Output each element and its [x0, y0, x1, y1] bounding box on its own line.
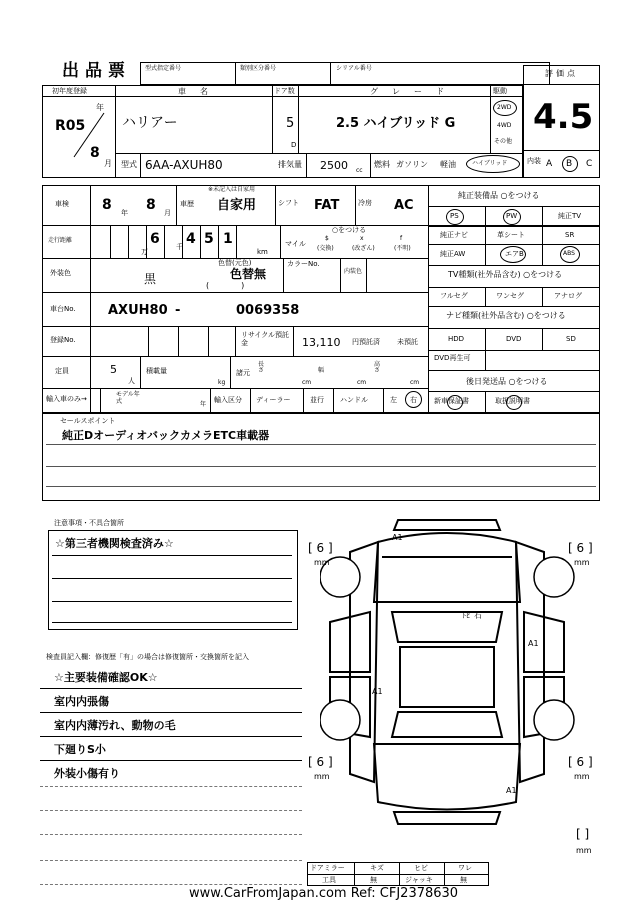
model-year-unit: 年: [200, 401, 207, 408]
doors-label: ドア数: [274, 87, 295, 95]
fuel-gasoline: ガソリン: [396, 160, 428, 169]
circle-note: ○をつける: [332, 226, 367, 234]
interior-b: B: [566, 159, 573, 169]
mark-left-door: A1: [372, 687, 383, 696]
inspection-year: 8: [102, 197, 112, 213]
dvd-player: DVD再生可: [434, 354, 471, 362]
inspection-month: 8: [146, 197, 156, 213]
load-label: 積載量: [146, 367, 167, 375]
inspection-label: 車検: [55, 200, 69, 208]
import-dealer: ディーラー: [256, 396, 291, 404]
grade-value: 2.5 ハイブリッド G: [336, 116, 456, 131]
inspection-month-unit: 月: [164, 209, 171, 217]
warranty-circle: [447, 395, 463, 410]
ac-value: AC: [394, 198, 414, 213]
handle-left: 左: [390, 396, 397, 404]
tire-fl-depth: [ 6 ]: [308, 541, 333, 555]
interior-color-label: 内装色: [344, 268, 363, 275]
legend-scratch: キズ: [370, 864, 384, 872]
tire-fr-depth: [ 6 ]: [568, 541, 593, 555]
inspector-line-1: ☆主要装備確認OK☆: [54, 671, 158, 684]
watermark: www.CarFromJapan.com Ref: CFJ2378630: [189, 886, 459, 901]
model-year-label: モデル年式: [116, 391, 140, 405]
color-no-label: カラーNo.: [287, 260, 320, 268]
first-reg-year-unit: 年: [96, 103, 104, 112]
chassis-prefix: AXUH80: [108, 303, 168, 318]
shift-value: FAT: [314, 198, 340, 213]
fuel-label: 燃料: [374, 160, 390, 169]
reg-no-label: 登録No.: [50, 336, 76, 344]
drive-4wd: 4WD: [497, 122, 512, 129]
capacity-label: 定員: [55, 367, 69, 375]
car-name: ハリアー: [122, 115, 178, 131]
width-unit: cm: [357, 379, 367, 386]
handle-right: 右: [410, 396, 417, 404]
document-title: 出品票: [62, 61, 131, 81]
mileage-man-unit: 万: [141, 248, 148, 256]
interior-a: A: [546, 159, 553, 169]
tire-fl-unit: mm: [314, 558, 330, 567]
fuel-hybrid: ハイブリッド: [472, 160, 508, 167]
first-reg-month: 8: [90, 145, 100, 161]
height-label: 高さ: [374, 361, 381, 374]
fuel-diesel: 軽油: [440, 160, 456, 169]
handle-label: ハンドル: [340, 396, 368, 404]
mileage-swap: (交換): [317, 245, 334, 252]
tire-rl-depth: [ 6 ]: [308, 755, 333, 769]
later-warranty: 新車保証書: [434, 397, 469, 405]
later-manual: 取扱説明書: [495, 397, 530, 405]
inspector-line-2: 室内内張傷: [54, 695, 109, 708]
mileage-label: 走行距離: [48, 237, 73, 244]
legend-dent: ワレ: [458, 864, 472, 872]
mileage-digit-2: 4: [186, 231, 196, 247]
import-parallel: 並行: [310, 396, 324, 404]
tire-rr-unit: mm: [574, 772, 590, 781]
chassis-dash: -: [175, 303, 181, 318]
first-reg-label: 初年度登録: [52, 87, 87, 95]
mileage-digit-1: 6: [150, 231, 160, 247]
drive-label: 駆動: [493, 87, 507, 95]
inspector-line-3: 室内内薄汚れ、動物の毛: [54, 719, 176, 732]
legend-tool-none: 無: [370, 876, 377, 884]
ac-label: 冷房: [358, 199, 372, 207]
tv-fullseg: フルセグ: [440, 292, 468, 300]
doors-value: 5: [286, 116, 295, 131]
car-name-label: 車名: [178, 87, 222, 96]
tire-fr-unit: mm: [574, 558, 590, 567]
recycle-unpaid: 未預託: [397, 338, 418, 346]
height-unit: cm: [410, 379, 420, 386]
color-change-label: 色替(元色): [218, 259, 252, 267]
type-number-label: 型式指定番号: [145, 65, 182, 72]
spare-tire-depth: [ ]: [576, 827, 590, 841]
score-label: 評価点: [545, 69, 578, 78]
recycle-paid: 円預託済: [352, 338, 380, 346]
length-unit: cm: [302, 379, 312, 386]
sales-point-box: [42, 413, 600, 501]
inspector-line-5: 外装小傷有り: [54, 767, 120, 780]
mark-right-front: A1: [528, 639, 539, 648]
doors-unit: D: [291, 141, 297, 149]
displacement-value: 2500: [320, 159, 348, 172]
mileage-sen-unit: 千: [176, 243, 183, 251]
model-label: 型式: [121, 160, 137, 169]
navi-hdd: HDD: [448, 335, 465, 343]
mile-label: マイル: [285, 240, 306, 248]
capacity-unit: 人: [128, 377, 135, 385]
model-value: 6AA-AXUH80: [145, 158, 223, 172]
color-label: 外装色: [50, 269, 71, 277]
mileage-tamper: (改ざん): [352, 245, 375, 252]
equip-aw: 純正AW: [440, 250, 466, 258]
caution-label: 注意事項・不具合箇所: [54, 519, 124, 527]
navi-dvd: DVD: [506, 335, 522, 343]
mileage-digit-3: 5: [204, 231, 214, 247]
equip-pw: PW: [506, 212, 518, 220]
sales-point-text: 純正DオーディオバックカメラETC車載器: [62, 429, 270, 442]
legend-jack: ジャッキ: [405, 876, 433, 884]
mileage-unknown: (不明): [394, 245, 411, 252]
equip-tv: 純正TV: [558, 212, 582, 220]
import-label: 輸入車のみ→: [46, 395, 87, 403]
tire-rr-depth: [ 6 ]: [568, 755, 593, 769]
equip-airbag: エアB: [505, 250, 524, 258]
history-label: 車歴: [180, 200, 194, 208]
history-note: ※未記入は自家用: [208, 186, 256, 193]
equip-leather: 革シート: [497, 231, 525, 239]
import-class-label: 輸入区分: [214, 396, 242, 404]
legend-crack: ヒビ: [414, 864, 428, 872]
inspector-label: 検査員記入欄：修復歴「有」の場合は修復箇所・交換箇所を記入: [46, 653, 249, 661]
mark-front-bumper: A1: [392, 533, 403, 542]
caution-line-1: ☆第三者機関検査済み☆: [55, 537, 174, 550]
displacement-unit: cc: [356, 167, 363, 174]
color-value: 黒: [144, 272, 157, 286]
genuine-title: 純正装備品 ○をつける: [458, 191, 540, 200]
mileage-digit-4: 1: [223, 231, 233, 247]
chassis-label: 車台No.: [50, 305, 76, 313]
legend-jack-none: 無: [460, 876, 467, 884]
dims-label: 諸元: [236, 369, 250, 377]
equip-abs: ABS: [563, 250, 575, 257]
legend-door-mirror: ドアミラー: [310, 864, 345, 872]
inspector-line-4: 下廻りS小: [54, 743, 106, 756]
load-unit: kg: [218, 379, 226, 386]
grade-label: グレード: [370, 87, 458, 96]
chassis-number: 0069358: [236, 303, 300, 318]
shift-label: シフト: [278, 199, 299, 207]
spare-tire-unit: mm: [576, 846, 592, 855]
car-damage-diagram: [320, 512, 575, 842]
equip-sr: SR: [565, 231, 575, 239]
interior-c: C: [586, 159, 593, 169]
width-label: 幅: [318, 367, 325, 374]
recycle-label: リサイクル預託金: [241, 331, 290, 348]
serial-label: シリアル番号: [336, 65, 372, 72]
navi-title: ナビ種類(社外品含む) ○をつける: [446, 311, 566, 320]
tv-oneseg: ワンセグ: [496, 292, 524, 300]
tv-title: TV種類(社外品含む) ○をつける: [448, 270, 563, 279]
legend-tool: 工具: [322, 876, 336, 884]
interior-label: 内装: [527, 157, 541, 165]
navi-sd: SD: [566, 335, 576, 343]
sales-point-label: セールスポイント: [60, 417, 116, 425]
capacity-value: 5: [110, 363, 117, 376]
score-value: 4.5: [533, 97, 594, 137]
drive-other: その他: [494, 138, 513, 145]
history-value: 自家用: [217, 198, 257, 213]
first-reg-month-unit: 月: [104, 159, 112, 168]
displacement-label: 排気量: [278, 160, 302, 169]
tv-analog: アナログ: [554, 292, 582, 300]
mark-hood-stone: ﾄﾋﾞ石: [462, 611, 482, 620]
tire-rl-unit: mm: [314, 772, 330, 781]
equip-navi: 純正ナビ: [440, 231, 468, 239]
manual-circle: [506, 395, 522, 410]
later-title: 後日発送品 ○をつける: [466, 377, 548, 386]
color-change-value: 色替無: [230, 267, 267, 281]
equip-ps: PS: [450, 212, 459, 220]
inspection-year-unit: 年: [121, 209, 128, 217]
length-label: 長さ: [258, 361, 265, 374]
mark-rear-bumper: A1: [506, 786, 517, 795]
drive-2wd: 2WD: [497, 104, 512, 111]
color-change-paren: ( ): [206, 281, 245, 290]
recycle-amount: 13,110: [302, 336, 341, 349]
first-reg-year: R05: [55, 118, 86, 134]
class-number-label: 類別区分番号: [240, 65, 277, 72]
mileage-km-unit: km: [257, 248, 268, 256]
